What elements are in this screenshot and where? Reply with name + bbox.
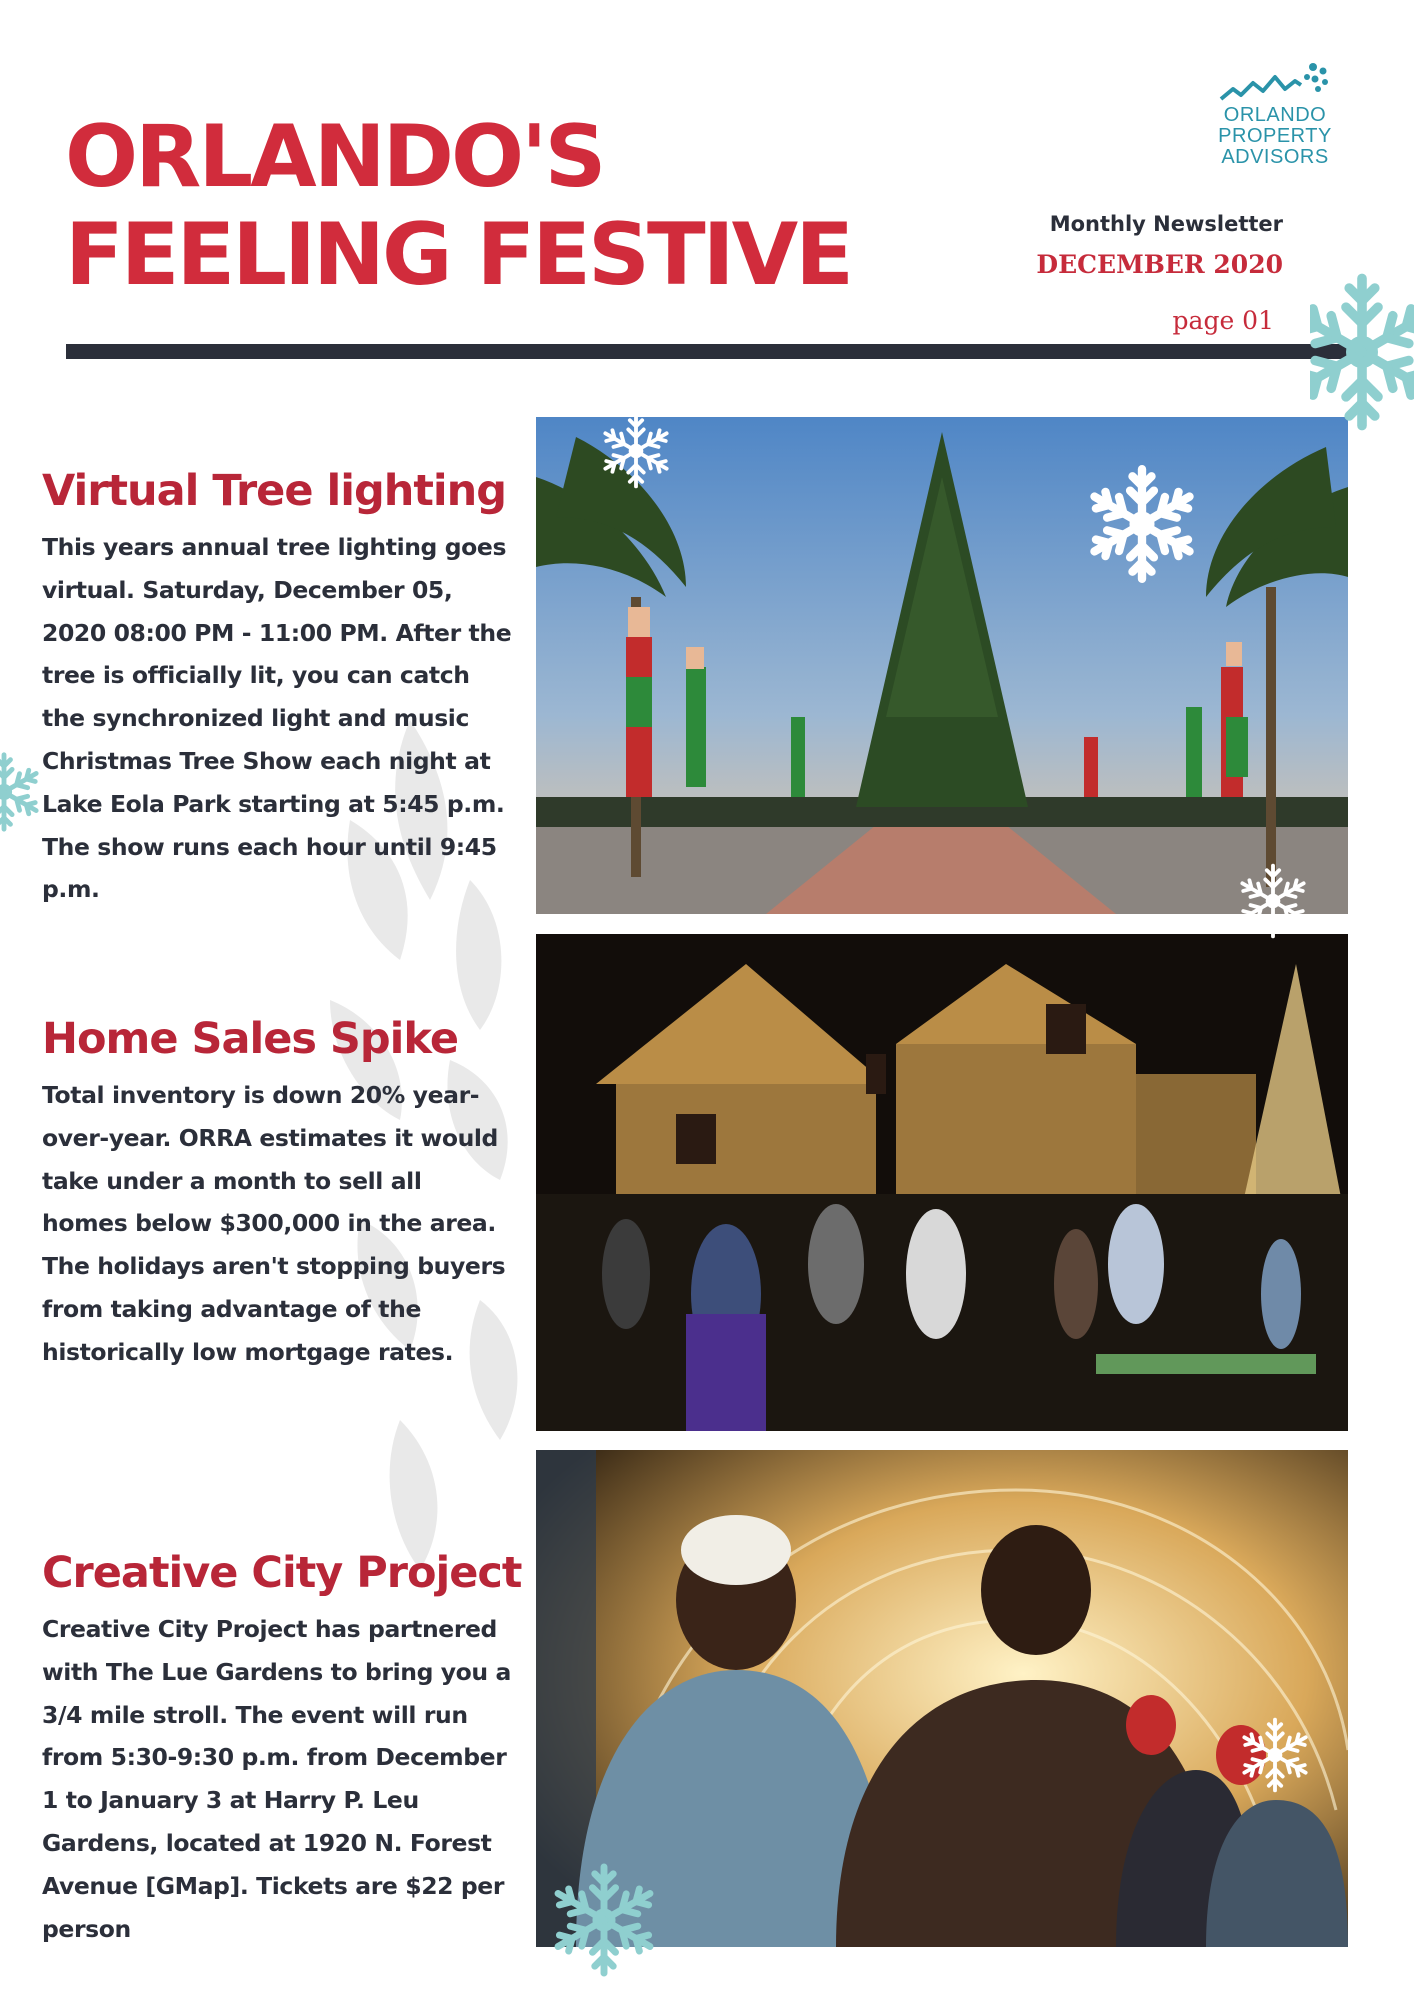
section-body-home-sales: Total inventory is down 20% year-over-year. ORRA estimates it would take under a month to sell all homes below $300,000 in the area. The holidays aren't stopping buyers from taking advantage of the historically low mortgage rates. — [42, 1081, 506, 1366]
issue-date: DECEMBER 2020 — [1036, 250, 1283, 279]
section-heading-creative-city: Creative City Project — [42, 1548, 522, 1598]
section-body-creative-city: Creative City Project has partnered with The Lue Gardens to bring you a 3/4 mile stroll. The event will run from 5:30-9:30 p.m. from December 1 to January 3 at Harry P. Leu Gardens, located at 1920 N. Forest Avenue [GMap]. Tickets are $22 per person — [42, 1615, 512, 1943]
title-line-1: ORLANDO'S — [65, 107, 604, 207]
company-logo — [1200, 55, 1350, 168]
page-number: page 01 — [1172, 306, 1274, 335]
snowflake-icon — [1310, 262, 1414, 442]
snowflake-icon — [0, 750, 46, 834]
logo-line-3: ADVISORS — [1221, 146, 1329, 168]
snowflake-icon — [1233, 861, 1313, 941]
section-heading-tree-lighting: Virtual Tree lighting — [42, 466, 507, 516]
section-heading-home-sales: Home Sales Spike — [42, 1014, 459, 1064]
title-line-2: FEELING FESTIVE — [65, 205, 851, 305]
snowflake-icon — [1235, 1715, 1315, 1795]
skyline-wave-icon — [1215, 55, 1335, 103]
section-body-tree-lighting: This years annual tree lighting goes virtual. Saturday, December 05, 2020 08:00 PM - 11:00 PM. After the tree is officially lit, you can catch the synchronized light and music Christmas Tree Show each night at Lake Eola Park starting at 5:45 p.m. The show runs each hour until 9:45 p.m. — [42, 533, 512, 904]
header-divider — [66, 344, 1352, 359]
newsletter-title — [65, 108, 851, 304]
logo-line-2: PROPERTY — [1218, 125, 1332, 147]
snowflake-icon — [544, 1860, 664, 1980]
photo-christmas-tree — [536, 417, 1348, 914]
logo-line-1: ORLANDO — [1223, 104, 1327, 126]
snowflake-icon — [1080, 462, 1204, 586]
photo-lighted-house — [536, 934, 1348, 1431]
snowflake-icon — [596, 411, 676, 491]
newsletter-label: Monthly Newsletter — [1049, 212, 1283, 236]
